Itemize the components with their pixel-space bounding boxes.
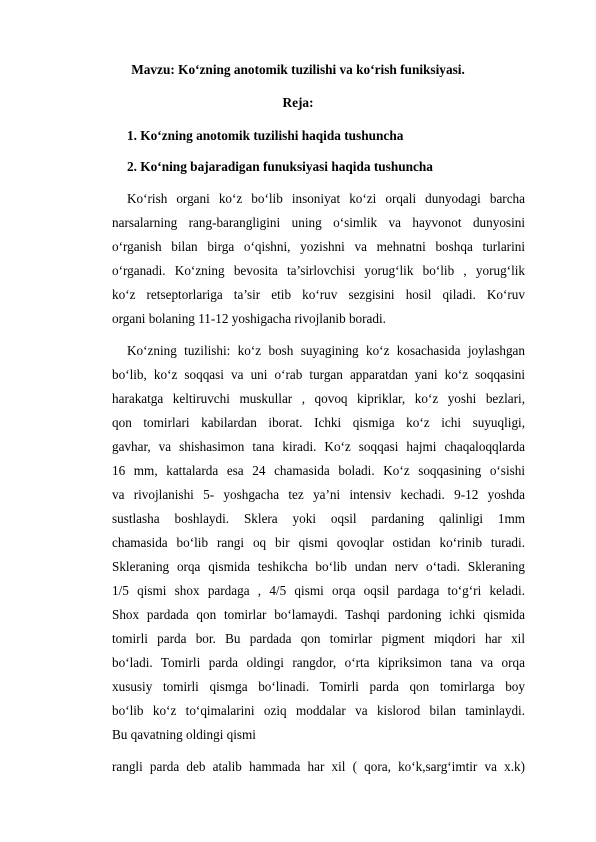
paragraph-line: Shox pardada qon tomirlar bo‘lamaydi. Tashqi pardoning ichki qismida xyxy=(112,607,525,622)
paragraph-line: tomirli parda bor. Bu pardada qon tomirlar pigment miqdori har xil xyxy=(112,631,525,646)
paragraph-line: va rivojlanishi 5- yoshgacha tez ya’ni intensiv kechadi. 9-12 yoshda xyxy=(112,487,525,502)
plan-item-2: 2. Ko‘ning bajaradigan funuksiyasi haqida tushuncha xyxy=(127,159,433,174)
paragraph-line: bo‘lib, ko‘z soqqasi va uni o‘rab turgan apparatdan yani ko‘z soqqasini xyxy=(112,367,525,382)
paragraph-line: Ko‘zning tuzilishi: ko‘z bosh suyagining ko‘z kosachasida joylashgan xyxy=(127,343,525,358)
paragraph-line: bo‘ladi. Tomirli parda oldingi rangdor, o‘rta kipriksimon tana va orqa xyxy=(112,655,525,670)
paragraph-line: gavhar, va shishasimon tana kiradi. Ko‘z soqqasi hajmi chaqaloqqlarda xyxy=(112,439,525,454)
paragraph-line: Ko‘rish organi ko‘z bo‘lib insoniyat ko‘zi orqali dunyodagi barcha xyxy=(127,191,525,206)
paragraph-line: xususiy tomirli qismga bo‘linadi. Tomirli parda qon tomirlarga boy xyxy=(112,679,525,694)
paragraph-line: bo‘lib ko‘z to‘qimalarini oziq moddalar va kislorod bilan taminlaydi. xyxy=(112,703,525,718)
paragraph-line: 16 mm, kattalarda esa 24 chamasida boladi. Ko‘z soqqasining o‘sishi xyxy=(112,463,525,478)
paragraph-line: organi bolaning 11-12 yoshigacha rivojlanib boradi. xyxy=(112,311,386,326)
plan-heading: Reja: xyxy=(282,95,314,110)
paragraph-line: rangli parda deb atalib hammada har xil ( qora, ko‘k,sarg‘imtir va x.k) xyxy=(112,759,525,774)
paragraph-line: o‘rganadi. Ko‘zning bevosita ta’sirlovchisi yorug‘lik bo‘lib , yorug‘lik xyxy=(112,263,525,278)
paragraph-line: Bu qavatning oldingi qismi xyxy=(112,727,256,742)
paragraph-line: o‘rganish bilan birga o‘qishni, yozishni va mehnatni boshqa turlarini xyxy=(112,239,525,254)
document-title: Mavzu: Ko‘zning anotomik tuzilishi va ko‘rish funiksiyasi. xyxy=(131,62,465,77)
paragraph-line: qon tomirlari kabilardan iborat. Ichki qismiga ko‘z ichi suyuqligi, xyxy=(112,415,525,430)
paragraph-line: chamasida bo‘lib rangi oq bir qismi qovoqlar ostidan ko‘rinib turadi. xyxy=(112,535,525,550)
paragraph-line: narsalarning rang-baranglig‌ini uning o‘simlik va hayvonot dunyosini xyxy=(112,215,525,230)
paragraph-line: Skleraning orqa qismida teshikcha bo‘lib undan nerv o‘tadi. Skleraning xyxy=(112,559,525,574)
paragraph-line: harakatga keltiruvchi muskullar , qovoq kipriklar, ko‘z yoshi bezlari, xyxy=(112,391,525,406)
paragraph-line: 1/5 qismi shox pardaga , 4/5 qismi orqa oqsil pardaga to‘g‘ri keladi. xyxy=(112,583,525,598)
paragraph-line: ko‘z retseptorlariga ta’sir etib ko‘ruv sezgisini hosil qiladi. Ko‘ruv xyxy=(112,287,525,302)
paragraph-line: sustlasha boshlaydi. Sklera yoki oqsil pardaning qalinligi 1mm xyxy=(112,511,525,526)
plan-item-1: 1. Ko‘zning anotomik tuzilishi haqida tushuncha xyxy=(127,128,404,143)
